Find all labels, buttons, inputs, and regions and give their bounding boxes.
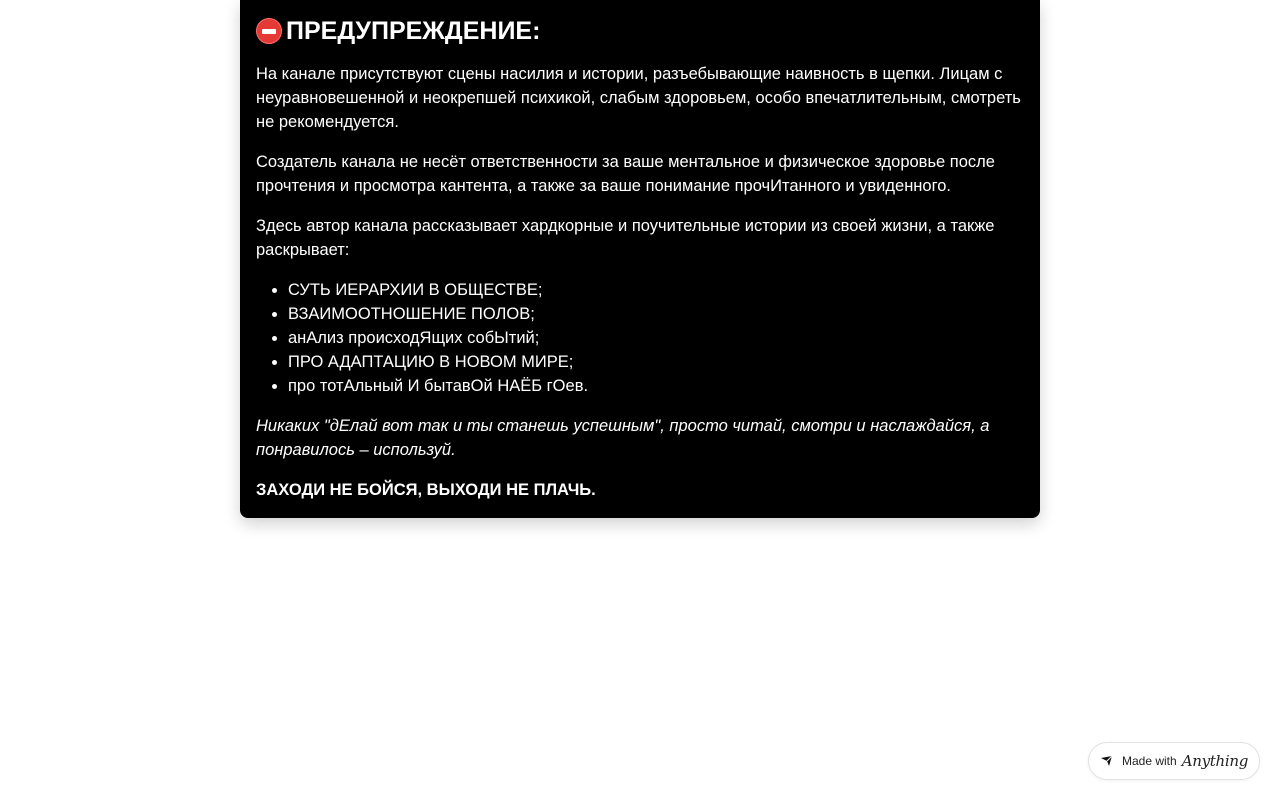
italic-note: Никаких "дЕлай вот так и ты станешь успешным", просто читай, смотри и наслаждайся, а понравилось – используй. [256,417,990,459]
warning-title-text: ПРЕДУПРЕЖДЕНИЕ: [286,17,541,45]
warning-paragraph-1: На канале присутствуют сцены насилия и истории, разъебывающие наивность в щепки. Лицам с неуравновешенной и неокрепшей психикой, слабым здоровьем, особо впечатлительным, смотреть не рекомендуется. [256,65,1021,131]
warning-title [256,14,1024,48]
final-slogan: ЗАХОДИ НЕ БОЙСЯ, ВЫХОДИ НЕ ПЛАЧЬ. [256,481,596,499]
list-item: • ВЗАИМООТНОШЕНИЕ ПОЛОВ; [288,302,1024,326]
badge-prefix: Made with [1121,754,1177,768]
warning-paragraph-3: Здесь автор канала рассказывает хардкорные и поучительные истории из своей жизни, а также раскрывает: [256,217,995,259]
list-item: • про тотАльный И бытавОй НАЁБ гОев. [288,374,1024,398]
list-item: • ПРО АДАПТАЦИЮ В НОВОМ МИРЕ; [288,350,1024,374]
warning-paragraph-2: Создатель канала не несёт ответственности за ваше ментальное и физическое здоровье после прочтения и просмотра кантента, а также за ваше понимание прочИтанного и увиденного. [256,153,995,195]
badge-brand: Anything [1181,752,1249,770]
anything-logo-icon [1100,754,1114,768]
warning-card [240,0,1040,518]
list-item: • СУТЬ ИЕРАРХИИ В ОБЩЕСТВЕ; [288,278,1024,302]
list-item: • анАлиз происходЯщих собЫтий; [288,326,1024,350]
made-with-anything-badge[interactable] [1088,742,1260,780]
no-entry-icon [256,18,282,44]
topics-list [256,278,1024,398]
